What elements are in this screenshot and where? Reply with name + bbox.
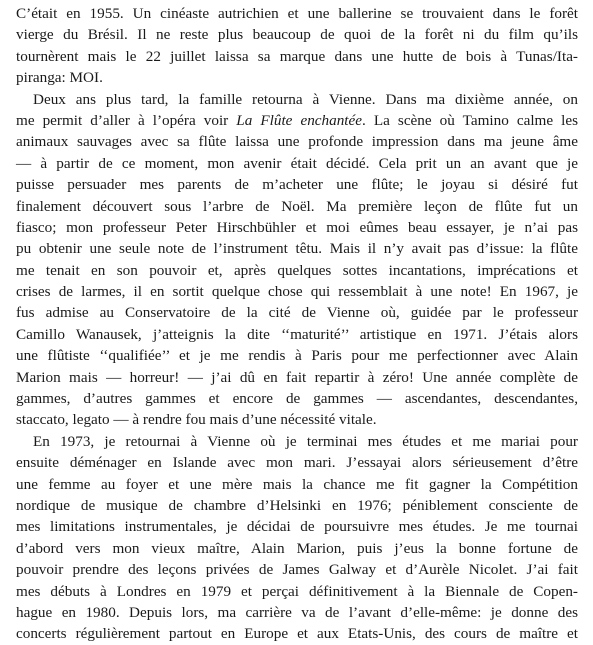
text-line: d’abord vers mon vieux maître, Alain Marion, puis j’eus la bonne fortune de	[16, 539, 578, 557]
text-line: mes limitations instrumentales, je décidai de poursuivre mes études. Je me tournai	[16, 518, 578, 536]
text-line: Deux ans plus tard, la famille retourna à Vienne. Dans ma dixième année, on	[33, 90, 578, 108]
text-line: piranga: MOI.	[16, 69, 103, 87]
text-line: me permit d’aller à l’opéra voir La Flûte enchantée. La scène où Tamino calme les	[16, 111, 579, 129]
paragraph	[16, 3, 578, 89]
text-line: animaux sauvages avec sa flûte laissa une profonde impression dans ma jeune âme	[16, 133, 578, 151]
paragraph	[16, 89, 578, 431]
text-line: mes débuts à Londres en 1979 et perçai définitivement à la Biennale de Copen-	[16, 582, 578, 600]
text-line: puisse persuader mes parents de m’acheter une flûte; le joyau si désiré fut	[16, 176, 578, 194]
text-line: nordique de musique de chambre d’Helsinki en 1976; péniblement consciente de	[16, 496, 578, 514]
text-line: En 1973, je retournai à Vienne où je terminai mes études et me mariai pour	[33, 432, 578, 450]
text-line: Camillo Wanausek, j’atteignis la dite ‘‘maturité’’ artistique en 1971. J’étais alors	[16, 325, 578, 343]
text-line: pouvoir prendre des leçons privées de James Galway et d’Aurèle Nicolet. J’ai fait	[16, 561, 578, 579]
text-line: une flûtiste ‘‘qualifiée’’ et je me rendis à Paris pour me perfectionner avec Alain	[16, 347, 578, 365]
text-line: hague en 1980. Depuis lors, ma carrière va de l’avant d’elle-même: je donne des	[16, 603, 578, 621]
text-line: — à partir de ce moment, mon avenir était décidé. Cela prit un an avant que je	[16, 154, 578, 172]
text-line: vierge du Brésil. Il ne reste plus beaucoup de quoi de la forêt ni du film qu’ils	[16, 26, 578, 44]
text-line: tournèrent mais le 22 juillet laissa sa marque dans une hutte de bois à Tunas/Ita-	[16, 47, 578, 65]
text-line: concerts régulièrement partout en Europe et aux Etats-Unis, des cours de maître et	[16, 625, 578, 643]
text-line: pu obtenir une seule note de l’instrument têtu. Mais il n’y avait pas d’issue: la flûte	[16, 240, 578, 258]
text-line: staccato, legato — à rendre fou mais d’une nécessité vitale.	[16, 411, 377, 429]
text-line: me tenait en son pouvoir et, après quelques sottes incantations, imprécations et	[16, 261, 578, 279]
text-line: ensuite déménager en Islande avec mon mari. J’essayai alors sérieusement d’être	[16, 454, 578, 472]
italic-title: La Flûte enchantée	[236, 111, 363, 129]
text-line: une femme au foyer et une mère mais la chance me fit gagner la Compétition	[16, 475, 578, 493]
text-line: fus admise au Conservatoire de la cité de Vienne où, guidée par le professeur	[16, 304, 578, 322]
text-line: Marion mais — horreur! — j’ai dû en fait repartir à zéro! Une année complète de	[16, 368, 578, 386]
text-line: finalement découvert sous l’arbre de Noël. Ma première leçon de flûte fut un	[16, 197, 578, 215]
text-line: fiasco; mon professeur Peter Hirschbühler et moi eûmes beau essayer, je n’ai pas	[16, 218, 578, 236]
text-line: gammes, d’autres gammes et encore de gammes — ascendantes, descendantes,	[16, 390, 578, 408]
text-line: crises de larmes, il en sortit quelque chose qui ressemblait à une note! En 1967, je	[16, 283, 578, 301]
paragraph	[16, 431, 578, 645]
text-line: C’était en 1955. Un cinéaste autrichien et une ballerine se trouvaient dans le forêt	[16, 5, 578, 22]
document-page	[16, 0, 579, 643]
